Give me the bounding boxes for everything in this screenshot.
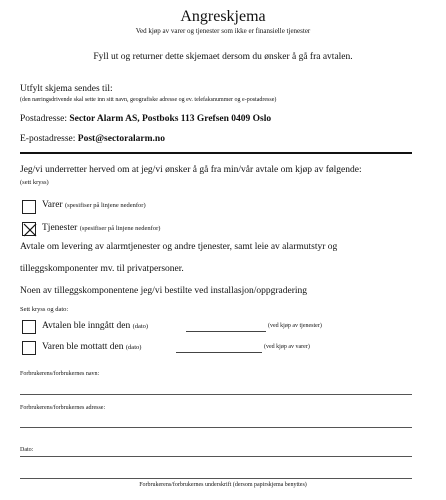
email-label: E-postadresse:	[20, 134, 76, 144]
signature-label: Forbrukerens/forbrukernes underskrift (dersom papirskjema benyttes)	[139, 482, 307, 488]
checkmark-cross-icon	[23, 223, 37, 237]
agreement-date-checkbox[interactable]	[22, 320, 36, 334]
postal-value: Sector Alarm AS, Postboks 113 Grefsen 0409 Oslo	[69, 114, 272, 124]
email-address-row	[20, 134, 165, 144]
received-date-row	[42, 342, 141, 352]
recipient-heading: Utfylt skjema sendes til:	[20, 84, 113, 94]
services-note: (spesifiser på linjene nedenfor)	[79, 225, 161, 232]
agreement-note: (ved kjøp av tjenester)	[268, 323, 322, 329]
agreement-date-row	[42, 321, 148, 331]
received-label: Varen ble mottatt den	[42, 342, 124, 352]
form-subtitle: Ved kjøp av varer og tjenester som ikke er finansielle tjenester	[135, 27, 311, 35]
agreement-date-field[interactable]	[186, 331, 266, 332]
section-divider	[20, 152, 412, 154]
recipient-note: (den næringsdrivende skal sette inn sitt navn, geografiske adresse og ev. telefaksnummer og e-postadresse)	[20, 97, 277, 103]
received-dato: (dato)	[125, 344, 142, 351]
received-note: (ved kjøp av varer)	[264, 344, 310, 350]
goods-option	[42, 200, 146, 210]
declaration-text: Jeg/vi underretter herved om at jeg/vi ønsker å gå fra min/vår avtale om kjøp av følgende:	[20, 165, 362, 175]
dates-heading: Sett kryss og dato:	[20, 306, 69, 313]
agreement-label: Avtalen ble inngått den	[42, 321, 131, 331]
signature-field[interactable]	[20, 478, 412, 479]
declaration-hint: (sett kryss)	[20, 179, 49, 186]
consumer-address-field[interactable]	[20, 427, 412, 428]
consumer-address-label: Forbrukerens/forbrukernes adresse:	[20, 405, 106, 411]
form-title: Angreskjema	[180, 8, 266, 25]
date-field[interactable]	[20, 456, 412, 457]
email-value: Post@sectoralarm.no	[77, 134, 165, 144]
consumer-name-label: Forbrukerens/forbrukernes navn:	[20, 371, 100, 377]
specification-line-1: Avtale om levering av alarmtjenester og andre tjenester, samt leie av alarmutstyr og	[20, 242, 338, 252]
postal-address-row	[20, 114, 271, 124]
date-label: Dato:	[20, 447, 34, 453]
goods-note: (spesifiser på linjene nedenfor)	[64, 202, 146, 209]
goods-label: Varer	[42, 200, 63, 210]
form-intro: Fyll ut og returner dette skjemaet dersom du ønsker å gå fra avtalen.	[93, 52, 353, 62]
services-option	[42, 223, 160, 233]
services-label: Tjenester	[42, 223, 78, 233]
consumer-name-field[interactable]	[20, 394, 412, 395]
goods-checkbox[interactable]	[22, 200, 36, 214]
received-date-field[interactable]	[176, 352, 262, 353]
agreement-dato: (dato)	[132, 323, 149, 330]
postal-label: Postadresse:	[20, 114, 67, 124]
specification-line-2: tilleggskomponenter mv. til privatpersoner.	[20, 264, 184, 274]
services-checkbox[interactable]	[22, 222, 36, 236]
specification-line-3: Noen av tilleggskomponentene jeg/vi bestilte ved installasjon/oppgradering	[20, 286, 308, 296]
received-date-checkbox[interactable]	[22, 341, 36, 355]
